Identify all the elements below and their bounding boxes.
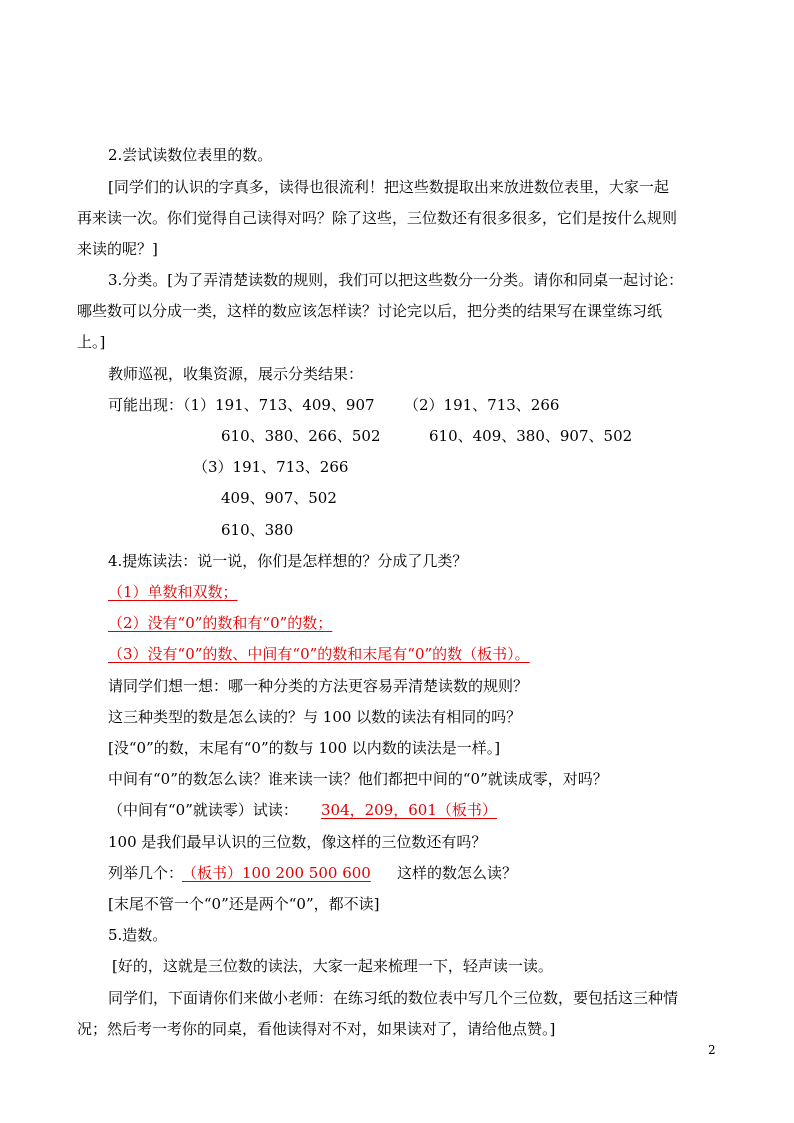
step-2-heading: 2.尝试读数位表里的数。 bbox=[108, 146, 273, 164]
paragraph-line: 教师巡视，收集资源，展示分类结果： bbox=[108, 365, 364, 383]
classification-3-line-1: （3）191、713、266 bbox=[193, 458, 349, 476]
paragraph-line: 这三种类型的数是怎么读的？与 100 以数的读法有相同的吗？ bbox=[108, 708, 522, 726]
paragraph-line: 况；然后考一考你的同桌，看他读得对不对，如果读对了，请给他点赞。] bbox=[77, 1020, 556, 1038]
paragraph-line: [没“0”的数，末尾有“0”的数与 100 以内数的读法是一样。] bbox=[108, 739, 501, 757]
paragraph-line: 100 是我们最早认识的三位数，像这样的三位数还有吗？ bbox=[108, 833, 487, 851]
list-examples-label: 列举几个： bbox=[108, 864, 184, 882]
classification-1-line-2: 610、380、266、502 bbox=[221, 427, 381, 445]
paragraph-line: [同学们的认识的字真多，读得也很流利！把这些数提取出来放进数位表里，大家一起 bbox=[108, 178, 669, 196]
paragraph-line: [好的，这就是三位数的读法，大家一起来梳理一下，轻声读一读。 bbox=[112, 957, 553, 975]
trial-read-numbers: 304，209，601（板书） bbox=[321, 801, 497, 819]
paragraph-line: 中间有“0”的数怎么读？谁来读一读？他们都把中间的“0”就读成零，对吗？ bbox=[108, 770, 608, 788]
step-3-heading: 3.分类。[为了弄清楚读数的规则，我们可以把这些数分一分类。请你和同桌一起讨论： bbox=[108, 271, 684, 289]
classification-2-line-1: （2）191、713、266 bbox=[404, 396, 560, 414]
paragraph-line: 同学们，下面请你们来做小老师：在练习纸的数位表中写几个三位数，要包括这三种情 bbox=[108, 989, 679, 1007]
classification-1-line-1: 可能出现：（1）191、713、409、907 bbox=[108, 396, 375, 414]
step-4-heading: 4.提炼读法：说一说，你们是怎样想的？分成了几类？ bbox=[108, 552, 468, 570]
paragraph-line: [末尾不管一个“0”还是两个“0”，都不读] bbox=[108, 895, 380, 913]
paragraph-line: 来读的呢？] bbox=[77, 240, 158, 258]
paragraph-line: 哪些数可以分成一类，这样的数应该怎样读？讨论完以后，把分类的结果写在课堂练习纸 bbox=[77, 302, 663, 320]
classification-2-line-2: 610、409、380、907、502 bbox=[429, 427, 633, 445]
paragraph-line: 再来读一次。你们觉得自己读得对吗？除了这些，三位数还有很多很多，它们是按什么规则 bbox=[77, 209, 678, 227]
paragraph-line: 请同学们想一想：哪一种分类的方法更容易弄清楚读数的规则？ bbox=[108, 677, 529, 695]
page-number: 2 bbox=[708, 1043, 716, 1057]
trial-read-label: （中间有“0”就读零）试读： bbox=[108, 801, 298, 819]
classification-3-line-2: 409、907、502 bbox=[221, 489, 337, 507]
classification-3-line-3: 610、380 bbox=[221, 521, 294, 539]
list-examples-question: 这样的数怎么读？ bbox=[397, 864, 518, 882]
list-examples-numbers: （板书）100 200 500 600 bbox=[182, 864, 371, 882]
step-5-heading: 5.造数。 bbox=[108, 926, 168, 944]
result-item-3: （3）没有“0”的数、中间有“0”的数和末尾有“0”的数（板书）。 bbox=[108, 645, 530, 663]
paragraph-line: 上。] bbox=[77, 333, 106, 351]
result-item-2: （2）没有“0”的数和有“0”的数； bbox=[108, 614, 333, 632]
result-item-1: （1）单数和双数； bbox=[108, 583, 238, 601]
